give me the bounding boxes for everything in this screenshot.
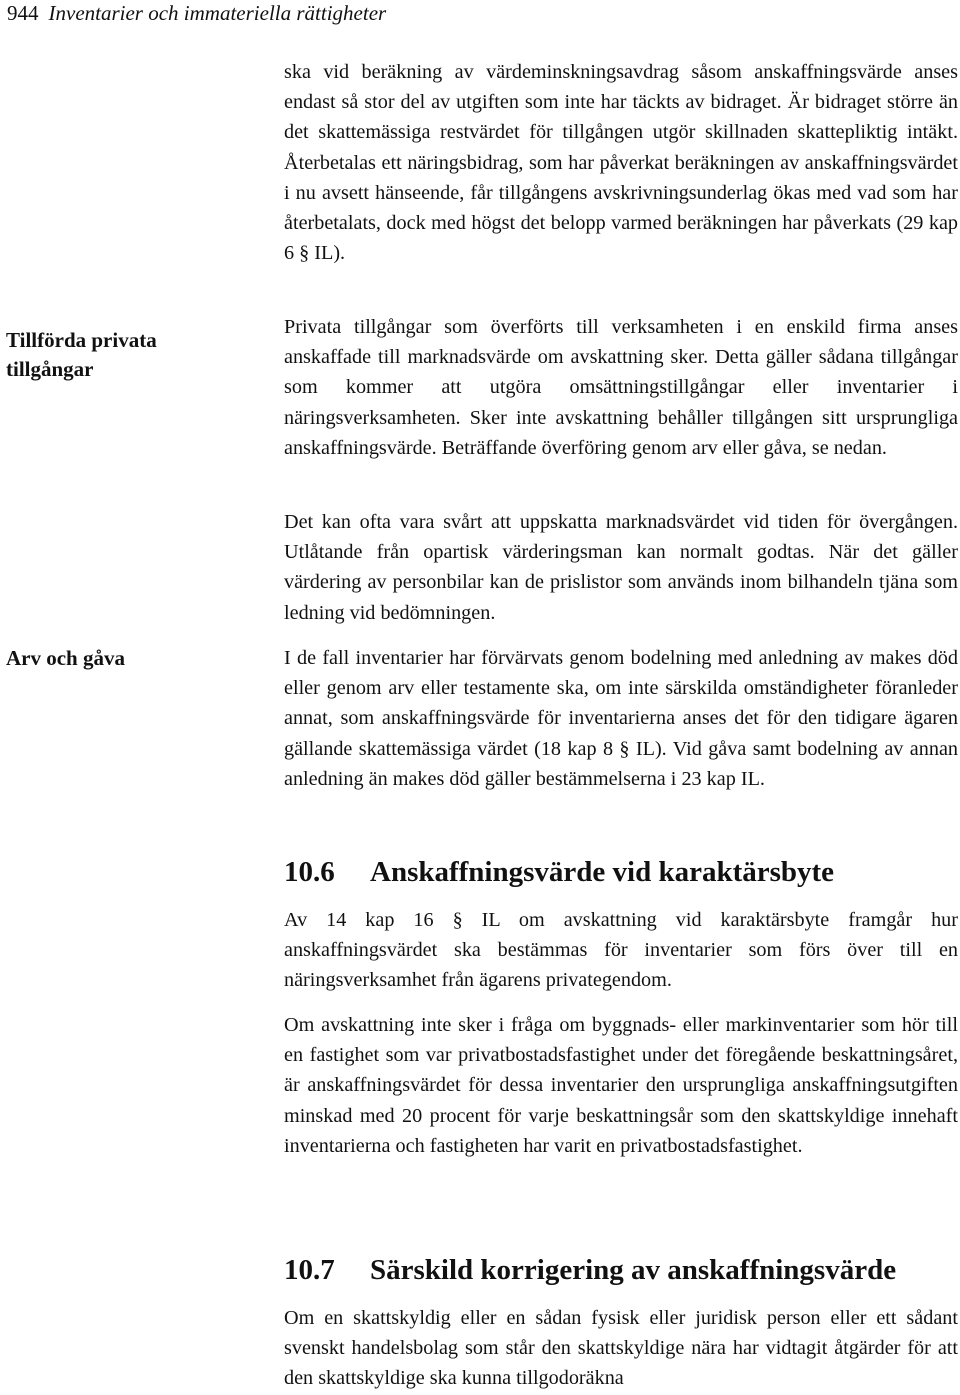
section-title: Särskild korrigering av anskaffningsvärde [370,1254,897,1286]
margin-note-inheritance: Arv och gåva [6,646,125,670]
paragraph-3: Det kan ofta vara svårt att uppskatta marknadsvärdet vid tiden för övergången. Utlåtande från opartisk värderingsman kan normalt godtas. När det gäller värdering av personbilar kan de prislistor som används inom bilhandeln tjäna som ledning vid bedömningen. [284,511,958,624]
margin-note-private-assets: Tillförda privata tillgångar [6,328,157,381]
section-number: 10.7 [284,1254,335,1286]
paragraph-5: Av 14 kap 16 § IL om avskattning vid karaktärsbyte framgår hur anskaffningsvärdet ska bestämmas för inventarier som förs över till en näringsverksamhet från ägarens privategendom. [284,909,958,992]
section-number: 10.6 [284,856,335,888]
paragraph-4: I de fall inventarier har förvärvats genom bodelning med anledning av makes död eller genom arv eller testamente ska, om inte särskilda omständigheter föranleder annat, som anskaffningsvärde för inventarierna anses det för den tidigare ägaren gällande skattemässiga värdet (18 kap 8 § IL). Vid gåva samt bodelning av annan anledning än makes död gäller bestämmelserna i 23 kap IL. [284,647,958,790]
section-heading-10-6 [284,854,958,890]
section-heading-10-7 [284,1252,958,1288]
page-header [7,0,386,26]
paragraph-6: Om avskattning inte sker i fråga om byggnads- eller markinventarier som hör till en fastighet som var privatbostadsfastighet under det föregående beskattningsåret, är anskaffningsvärdet för dessa inventarier den ursprungliga anskaffningsutgiften minskad med 20 procent för varje beskattningsår som den skattskyldige innehaft inventarierna och fastigheten har varit en privatbostadsfastighet. [284,1014,958,1157]
paragraph-7: Om en skattskyldig eller en sådan fysisk eller juridisk person eller ett sådant svenskt handelsbolag som står den skattskyldige nära har vidtagit åtgärder för att den skattskyldige ska kunna tillgodoräkna [284,1307,958,1390]
chapter-title: Inventarier och immateriella rättigheter [48,1,387,25]
paragraph-1: ska vid beräkning av värdeminskningsavdrag såsom anskaffningsvärde anses endast så stor del av utgiften som inte har täckts av bidraget. Är bidraget större än det skattemässiga restvärdet för tillgången utgör skillnaden skattepliktig intäkt. Återbetalas ett näringsbidrag, som har påverkat beräkningen av anskaffningsvärdet i nu avsett hänseende, får tillgångens avskrivningsunderlag ökas med vad som har återbetalats, dock med högst det belopp varmed beräkningen har påverkats (29 kap 6 § IL). [284,61,958,265]
section-title: Anskaffningsvärde vid karaktärsbyte [370,856,835,888]
page-number: 944 [7,1,39,25]
paragraph-2: Privata tillgångar som överförts till verksamheten i en enskild firma anses anskaffade till marknadsvärde om avskattning sker. Detta gäller sådana tillgångar som kommer att utgöra omsättningstillgångar eller inventarier i näringsverksamheten. Sker inte avskattning behåller tillgången sitt ursprungliga anskaffningsvärde. Beträffande överföring genom arv eller gåva, se nedan. [284,316,958,459]
